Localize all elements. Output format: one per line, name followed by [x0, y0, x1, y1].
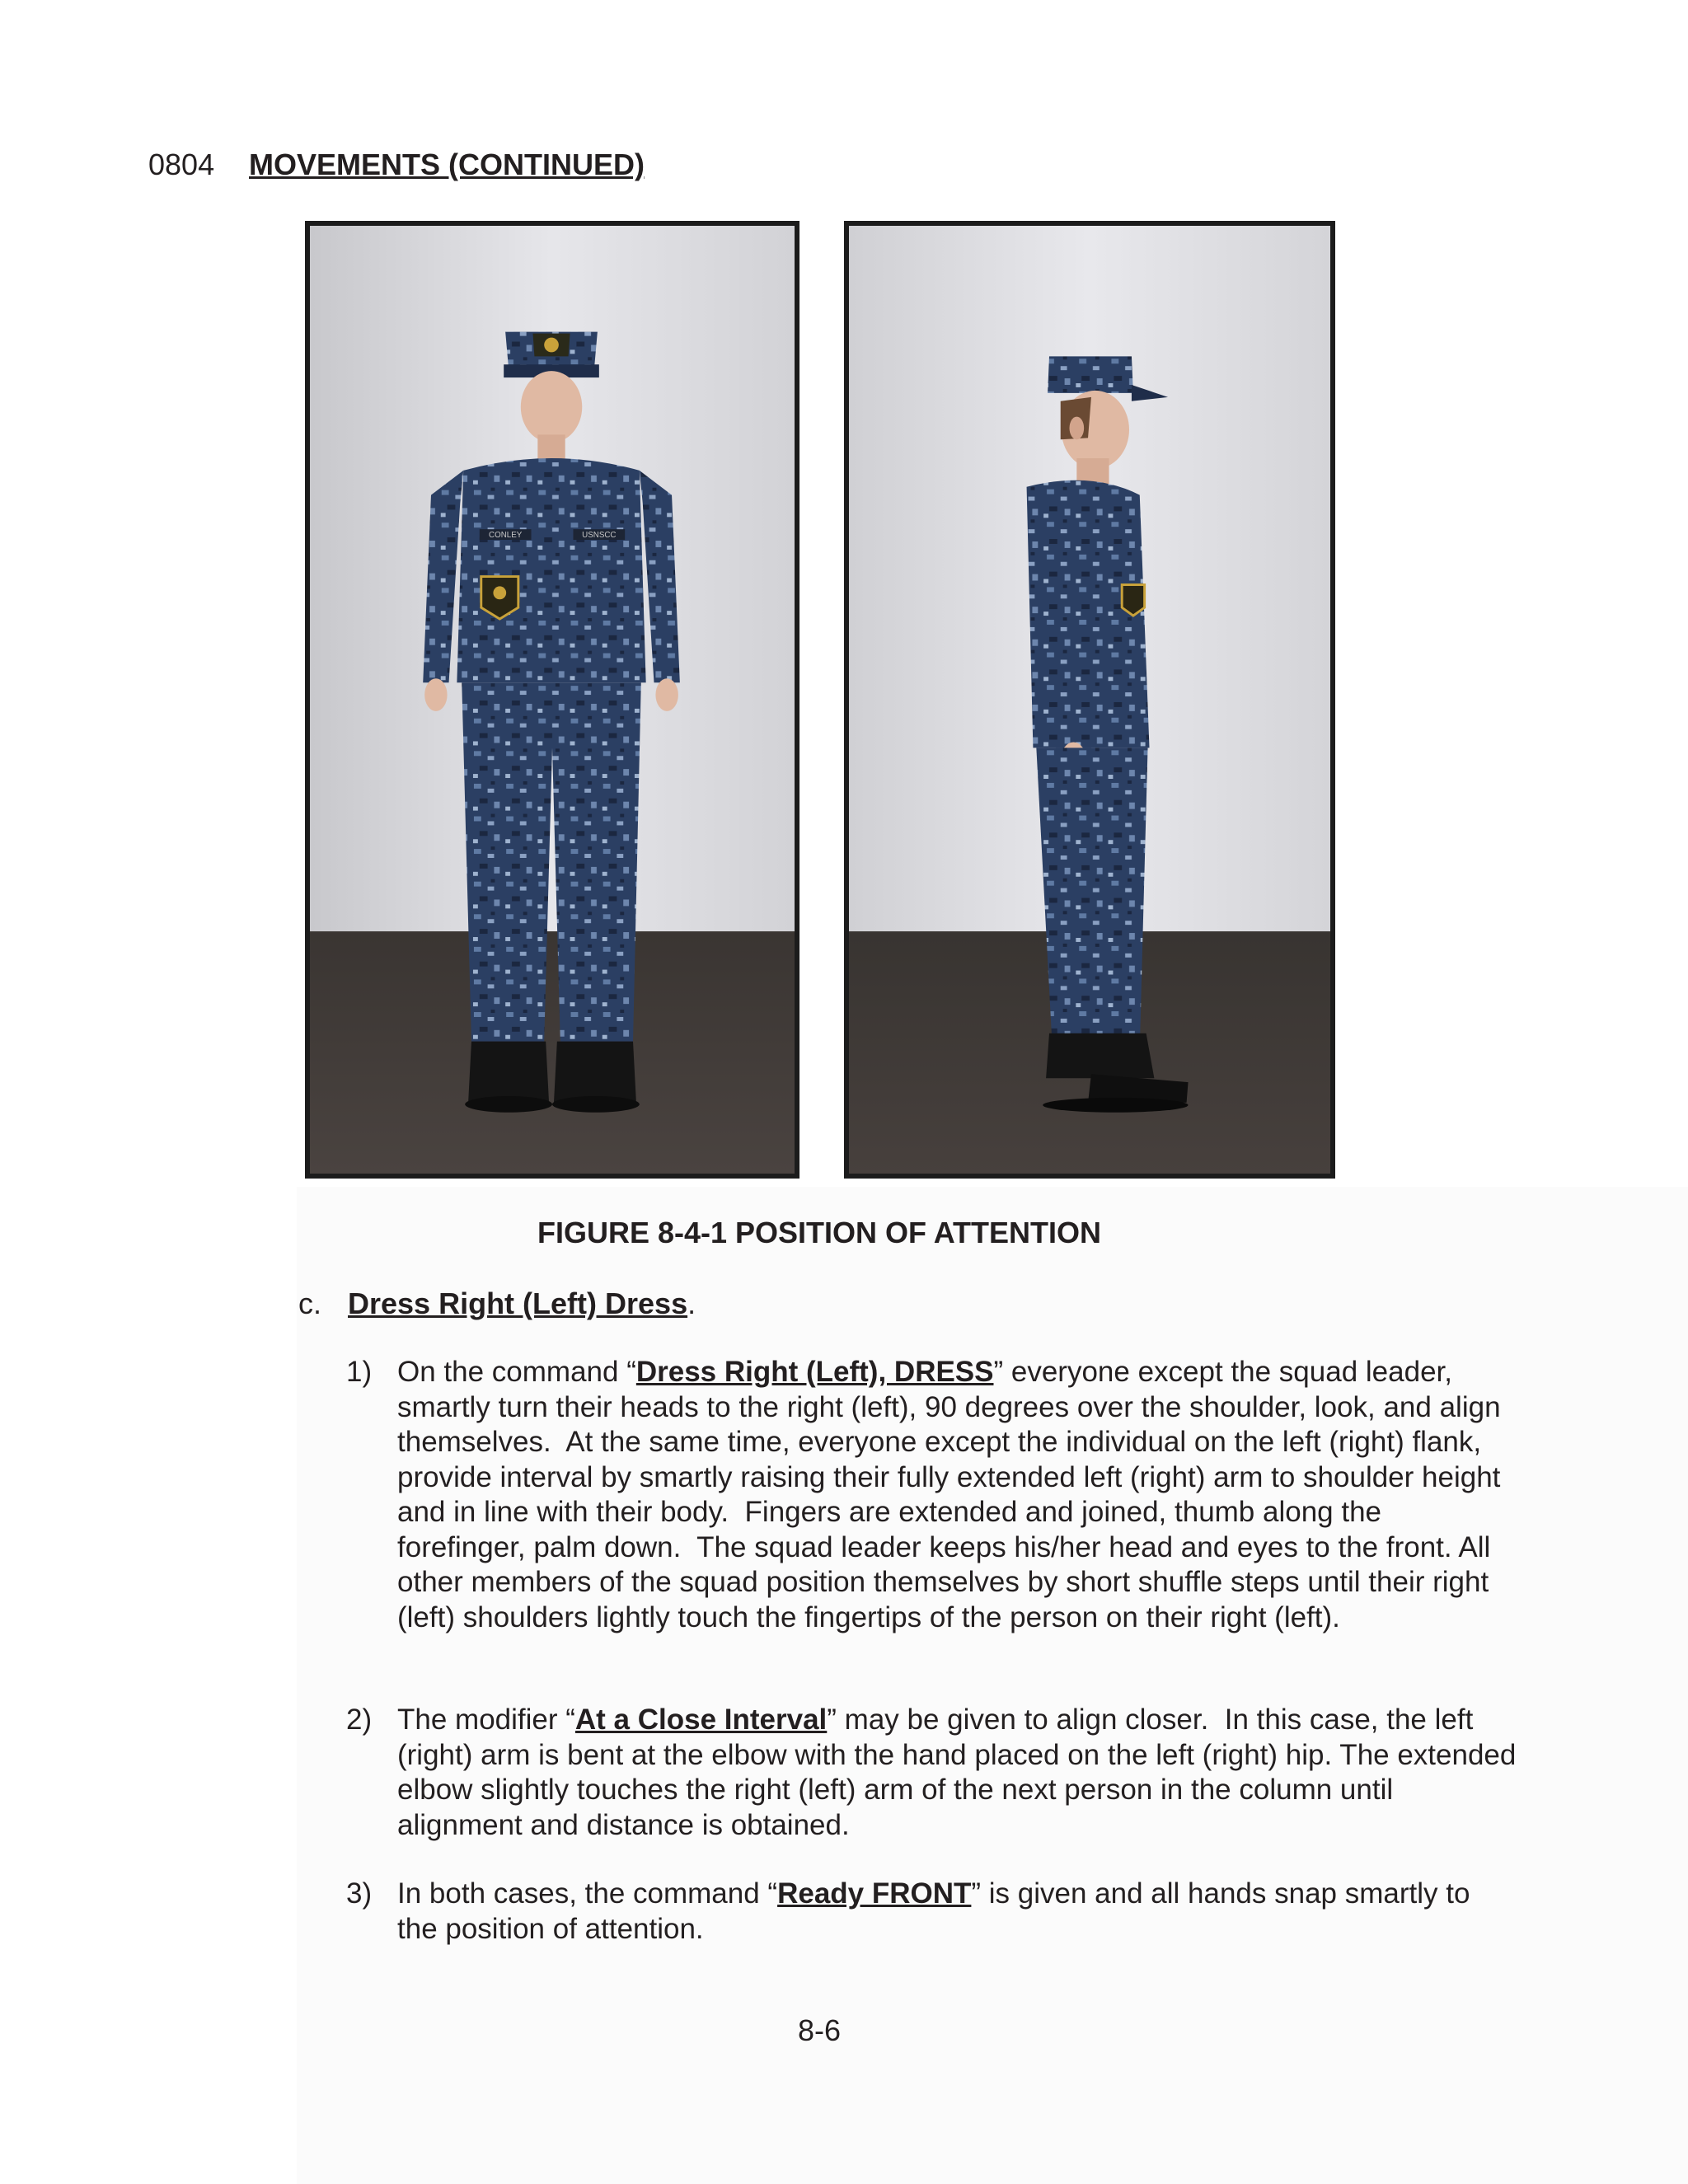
list-item-text-before: The modifier “: [397, 1704, 575, 1736]
name-tape-text: CONLEY: [489, 531, 523, 541]
section-title: MOVEMENTS (CONTINUED): [249, 148, 645, 181]
list-item-text-before: In both cases, the command “: [397, 1877, 778, 1910]
photo-attention-front: [305, 221, 799, 1179]
section-header: [148, 147, 645, 183]
section-letter: c.: [298, 1286, 322, 1320]
list-item: [346, 1703, 1517, 1843]
list-item: [346, 1877, 1517, 1947]
photo-attention-side: [844, 221, 1335, 1179]
list-item: [346, 1355, 1517, 1635]
list-item-command: At a Close Interval: [574, 1704, 828, 1736]
list-item-number: 2): [346, 1704, 373, 1736]
photo-side-illustration: [849, 226, 1330, 1174]
list-item-text-before: On the command “: [397, 1356, 636, 1388]
section-number: 0804: [148, 148, 215, 181]
list-item-text: [397, 1355, 1517, 1635]
list-item-command: Ready FRONT: [777, 1877, 972, 1910]
list-item-number: 3): [346, 1877, 373, 1910]
section-heading: [298, 1286, 696, 1322]
section-subtitle: Dress Right (Left) Dress: [348, 1286, 688, 1320]
list-item-text-after: ” may be given to align closer. In this case, the left (right) arm is bent at the elbow with the hand placed on the left (right) hip. The extended elbow slightly touches the right (left) arm of the next person in the column until alignment and distance is obtained.: [397, 1704, 1517, 1841]
figure-caption: FIGURE 8-4-1 POSITION OF ATTENTION: [537, 1216, 1102, 1249]
page-number: 8-6: [797, 2013, 842, 2047]
list-item-text: [397, 1703, 1517, 1843]
list-item-text-after: ” everyone except the squad leader, smartly turn their heads to the right (left), 90 degrees over the shoulder, look, and align themselves. At the same time, everyone except the individual on the left (right) flank, provide interval by smartly raising their fully extended left (right) arm to shoulder height and in line with their body. Fingers are extended and joined, thumb along the forefinger, palm down. The squad leader keeps his/her head and eyes to the front. All other members of the squad position themselves by short shuffle steps until their right (left) shoulders lightly touch the fingertips of the person on their right (left).: [397, 1356, 1501, 1633]
list-item-number: 1): [346, 1356, 373, 1388]
list-item-text-after: ” is given and all hands snap smartly to the position of attention.: [397, 1877, 1470, 1945]
list-item-command: Dress Right (Left), DRESS: [635, 1356, 994, 1388]
branch-tape-text: USNSCC: [582, 531, 617, 541]
section-subtitle-punctuation: .: [687, 1286, 696, 1320]
list-item-text: [397, 1877, 1517, 1947]
photo-front-illustration: [310, 226, 795, 1174]
